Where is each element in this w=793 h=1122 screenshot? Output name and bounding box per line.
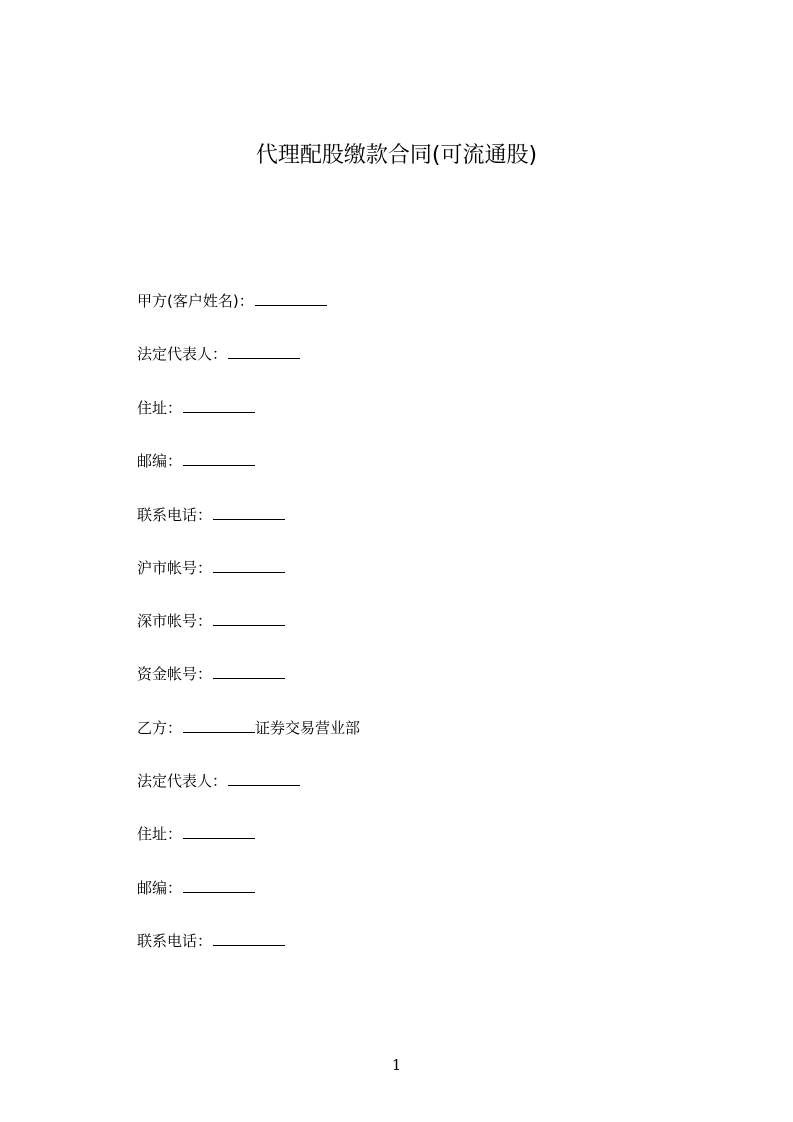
party-a-sz-account-field <box>137 611 285 631</box>
party-a-client-name-label: 甲方(客户姓名)： <box>137 292 254 310</box>
party-b-name-label: 乙方： <box>137 719 183 737</box>
party-b-postcode-field <box>137 878 255 898</box>
party-a-sz-account-blank[interactable] <box>213 611 285 626</box>
party-a-sh-account-blank[interactable] <box>213 558 285 573</box>
party-a-phone-label: 联系电话： <box>137 506 213 524</box>
party-a-address-blank[interactable] <box>183 398 255 413</box>
party-a-postcode-label: 邮编： <box>137 452 183 470</box>
party-a-legal-rep-label: 法定代表人： <box>137 345 228 363</box>
party-a-postcode-blank[interactable] <box>183 451 255 466</box>
party-b-address-label: 住址： <box>137 825 183 843</box>
party-a-phone-blank[interactable] <box>213 505 285 520</box>
party-a-client-name-blank[interactable] <box>255 291 327 306</box>
party-b-phone-blank[interactable] <box>213 931 285 946</box>
party-a-legal-rep-blank[interactable] <box>228 344 300 359</box>
party-a-postcode-field <box>137 451 255 471</box>
party-b-legal-rep-label: 法定代表人： <box>137 772 228 790</box>
party-a-fund-account-label: 资金帐号： <box>137 665 213 683</box>
page-number: 1 <box>391 1056 402 1074</box>
party-a-sh-account-label: 沪市帐号： <box>137 559 213 577</box>
party-b-postcode-blank[interactable] <box>183 878 255 893</box>
party-b-address-field <box>137 824 255 844</box>
party-a-address-label: 住址： <box>137 399 183 417</box>
party-b-legal-rep-blank[interactable] <box>228 771 300 786</box>
party-a-client-name-field <box>137 291 327 311</box>
party-b-phone-field <box>137 931 285 951</box>
document-title: 代理配股缴款合同(可流通股) <box>255 143 538 168</box>
party-a-fund-account-blank[interactable] <box>213 664 285 679</box>
party-b-phone-label: 联系电话： <box>137 932 213 950</box>
party-a-fund-account-field <box>137 664 285 684</box>
party-a-legal-rep-field <box>137 344 300 364</box>
party-b-legal-rep-field <box>137 771 300 791</box>
party-b-postcode-label: 邮编： <box>137 879 183 897</box>
party-a-address-field <box>137 398 255 418</box>
party-a-sh-account-field <box>137 558 285 578</box>
party-a-phone-field <box>137 505 285 525</box>
party-b-address-blank[interactable] <box>183 824 255 839</box>
party-b-name-blank[interactable] <box>183 718 255 733</box>
party-a-sz-account-label: 深市帐号： <box>137 612 213 630</box>
party-b-name-field <box>137 718 360 738</box>
party-b-name-suffix: 证券交易营业部 <box>255 719 361 737</box>
